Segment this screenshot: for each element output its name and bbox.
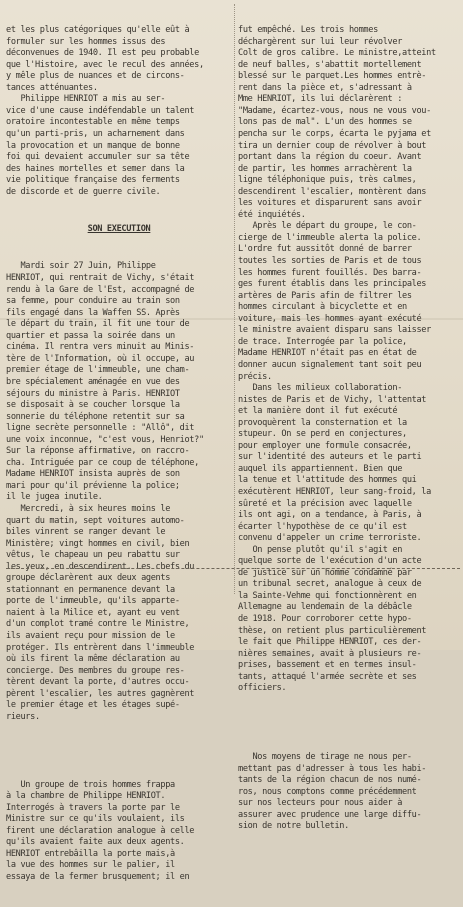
text-line: ils avaient reçu pour mission de le [6,630,175,641]
text-line: Interrogés à travers la porte par le [6,802,180,813]
text-line: blessé sur le parquet.Les hommes entrè- [238,71,427,82]
text-line: rieurs. [6,711,40,722]
text-line: cha. Intriguée par ce coup de téléphone, [6,457,199,468]
text-line: cierge de l'immeuble alerta la police. [238,232,422,243]
text-line: le départ du train, il fit une tour de [6,319,190,330]
text-line: hommes circulant à bicyclette et en [238,302,407,313]
text-line: assurer avec prudence une large diffu- [238,809,422,820]
text-line: auquel ils appartiennent. Bien que [238,463,403,474]
text-line: Un groupe de trois hommes frappa [6,779,175,790]
text-line: ils ont agi, on a tendance, à Paris, à [238,510,422,521]
text-line: Mme HENRIOT, ils lui déclarèrent : [238,94,403,105]
text-line: firent une déclaration analogue à celle [6,825,195,836]
text-line: sur l'identité des auteurs et le parti [238,452,422,463]
text-line: les hommes furent fouillés. Des barra- [238,267,422,278]
text-line: concierge. Des membres du groupe res- [6,665,185,676]
text-line: Nos moyens de tirage ne nous per- [238,752,412,762]
text-line: ligne secrète personnelle : "Allô", dit [6,423,195,434]
text-line: la tenue et l'attitude des hommes qui [238,475,417,486]
text-line: rendu à la Gare de l'Est, accompagné de [6,284,195,295]
text-line: officiers. [238,683,287,694]
text-line: L'ordre fut aussitôt donné de barrer [238,244,412,255]
text-line: tants de la région chacun de nos numé- [238,775,422,786]
text-line: où ils firent la même déclaration au [6,654,180,665]
text-line: tants, attaqué l'armée secrète et ses [238,671,417,682]
text-line: d'un complot tramé contre le Ministre, [6,619,190,630]
text-line: voiture, mais les hommes ayant exécuté [238,313,422,324]
text-line: nières semaines, avait à plusieurs re- [238,648,422,659]
text-line: le fait que Philippe HENRIOT, ces der- [238,637,422,648]
text-line: se disposait à se coucher lorsque la [6,400,180,411]
text-line: des haines mortelles et semer dans la [6,163,185,174]
text-line: précis. [238,371,272,382]
text-line: et la manière dont il fut exécuté [238,406,398,417]
text-line: exécutèrent HENRIOT, leur sang-froid, la [238,486,431,497]
text-line: porte de l'immeuble, qu'ils apparte- [6,596,180,607]
text-line: portant dans la région du coeur. Avant [238,152,422,163]
left-intro-paragraphs [6,25,232,198]
text-line: On pense plutôt qu'il s'agit en [238,544,403,555]
text-line: fut empêché. Les trois hommes [238,25,378,36]
text-line: sûreté et la précision avec laquelle [238,498,412,509]
text-line: Dans les milieux collaboration- [238,383,403,394]
text-line: groupe déclarèrent aux deux agents [6,573,171,584]
text-line: pencha sur le corps, écarta le pyjama et [238,129,431,140]
text-line: y mêle plus de nuances et de circons- [6,71,185,82]
left-bottom-paragraphs [6,780,232,884]
text-line: et les plus catégoriques qu'elle eût à [6,25,190,36]
text-line: artères de Paris afin de filtrer les [238,290,412,301]
text-line: quelque sorte de l'exécution d'un acte [238,556,422,567]
text-line: le premier étage et les étages supé- [6,700,180,711]
text-line: ges furent établis dans les principales [238,279,427,290]
left-main-paragraphs [6,261,232,723]
section-divider-rule [6,568,460,569]
text-line: rent dans la pièce et, s'adressant à [238,82,412,93]
text-line: de discorde et de guerre civile. [6,186,161,197]
text-line: déconvenues de 1940. Il est peu probable [6,48,199,59]
text-line: de 1918. Pour corroborer cette hypo- [238,613,412,624]
text-line: sonnerie du téléphone retentit sur sa [6,411,185,422]
text-line: vice d'une cause indéfendable un talent [6,105,195,116]
text-line: cinéma. Il rentra vers minuit au Minis- [6,342,195,353]
text-line: été inquiétés. [238,209,306,220]
text-line: mari pour qu'il prévienne la police; [6,480,180,491]
text-line: descendirent l'escalier, montèrent dans [238,186,427,197]
text-line: fils engagé dans la Waffen SS. Après [6,307,180,318]
text-line: HENRIOT, qui rentrait de Vichy, s'était [6,273,195,284]
text-line: naient à la Milice et, ayant eu vent [6,607,180,618]
text-line: la Sainte-Vehme qui fonctionnèrent en [238,590,417,601]
text-line: Allemagne au lendemain de la débâcle [238,602,412,613]
text-line: nistes de Paris et de Vichy, l'attentat [238,394,427,405]
text-line: que l'Histoire, avec le recul des années, [6,59,204,70]
text-line: tère de l'Information, où il occupe, au [6,353,195,364]
text-line: les yeux, en descendirent. Les chefs du [6,561,195,572]
text-line: Madame HENRIOT insista auprès de son [6,469,180,480]
text-line: quartier et passa la soirée dans un [6,330,175,341]
text-line: Ministre sur ce qu'ils voulaient, ils [6,814,185,825]
text-line: tira un dernier coup de révolver à bout [238,140,427,151]
text-line: il le jugea inutile. [6,492,103,503]
text-line: convenu d'appeler un crime terroriste. [238,533,422,544]
text-line: de neuf balles, s'abattit mortellement [238,59,422,70]
text-line: sur nos lecteurs pour nous aider à [238,798,403,809]
text-line: à la chambre de Philippe HENRIOT. [6,791,166,802]
text-line: le ministre avaient disparu sans laisser [238,325,431,336]
text-line: Mardi soir 27 Juin, Philippe [6,261,156,272]
text-line: stupeur. On se perd en conjectures, [238,429,407,440]
text-line: oratoire incontestable en même temps [6,117,180,128]
text-line: quart du matin, sept voitures automo- [6,515,185,526]
text-line: stationnant en permanence devant la [6,584,175,595]
right-bottom-paragraphs [238,752,460,833]
text-line: donner aucun signalement tant soit peu [238,359,422,370]
text-line: Après le départ du groupe, le con- [238,221,417,232]
text-line: tances atténuantes. [6,82,98,93]
text-line: prises, bassement et en termes insul- [238,660,417,671]
text-line: pour employer une formule consacrée, [238,440,412,451]
text-line: ligne téléphonique puis, très calmes, [238,175,417,186]
text-line: la provocation et un manque de bonne [6,140,180,151]
text-line: sion de notre bulletin. [238,821,349,832]
text-line: la vue des hommes sur le palier, il [6,860,175,871]
text-line: qu'ils avaient faite aux deux agents. [6,837,185,848]
text-line: premier étage de l'immeuble, une cham- [6,365,190,376]
text-line: Madame HENRIOT n'était pas en état de [238,348,417,359]
text-line: Philippe HENRIOT a mis au ser- [6,94,166,105]
text-line: mettant pas d'adresser à tous les habi- [238,763,427,774]
text-line: de trace. Interrogée par la police, [238,336,407,347]
text-line: déchargèrent sur lui leur révolver [238,36,403,47]
text-line: séjours du ministre à Paris. HENRIOT [6,388,180,399]
text-line: provoquèrent la consternation et la [238,417,407,428]
text-line: biles vinrent se ranger devant le [6,527,166,538]
text-line: tèrent devant la porte, d'autres occu- [6,677,190,688]
text-line: thèse, on retient plus particulièrement [238,625,427,636]
text-line: une voix inconnue, "c'est vous, Henriot?" [6,434,204,445]
text-line: de justice sur un homme condamné par [238,567,412,578]
text-line: vêtus, le chapeau un peu rabattu sur [6,550,180,561]
text-line: bre spécialement aménagée en vue des [6,376,180,387]
text-line: Ministère; vingt hommes en civil, bien [6,538,190,549]
text-line: ros, nous comptons comme précédemment [238,786,417,797]
text-line: "Madame, écartez-vous, nous ne vous vou- [238,105,431,116]
text-line: qu'un parti-pris, un acharnement dans [6,129,185,140]
text-line: de partir, les hommes arrachèrent la [238,163,412,174]
text-line: Sur la réponse affirmative, on raccro- [6,446,190,457]
text-line: HENRIOT entrebâilla la porte mais,à [6,848,175,859]
right-column [238,2,460,856]
text-line: essaya de la fermer brusquement; il en [6,871,190,882]
text-line: lons pas de mal". L'un des hommes se [238,117,412,128]
text-line: foi qui devaient accumuler sur sa tête [6,152,190,163]
text-line: un tribunal secret, analogue à ceux de [238,579,422,590]
text-line: Mercredi, à six heures moins le [6,503,171,514]
text-line: Colt de gros calibre. Le ministre,atteint [238,48,436,59]
text-line: vie politique française des ferments [6,175,180,186]
text-line: toutes les sorties de Paris et de tous [238,256,422,267]
text-line: les voitures et disparurent sans avoir [238,198,422,209]
section-heading: SON EXECUTION [87,224,151,235]
text-line: pèrent l'escalier, les autres gagnèrent [6,688,195,699]
text-line: protéger. Ils entrèrent dans l'immeuble [6,642,195,653]
text-line: écarter l'hypothèse de ce qu'il est [238,521,407,532]
column-divider [234,4,235,594]
text-line: formuler sur les hommes issus des [6,36,166,47]
right-main-paragraphs [238,25,460,695]
text-line: sa femme, pour conduire au train son [6,296,180,307]
left-column [6,2,232,907]
